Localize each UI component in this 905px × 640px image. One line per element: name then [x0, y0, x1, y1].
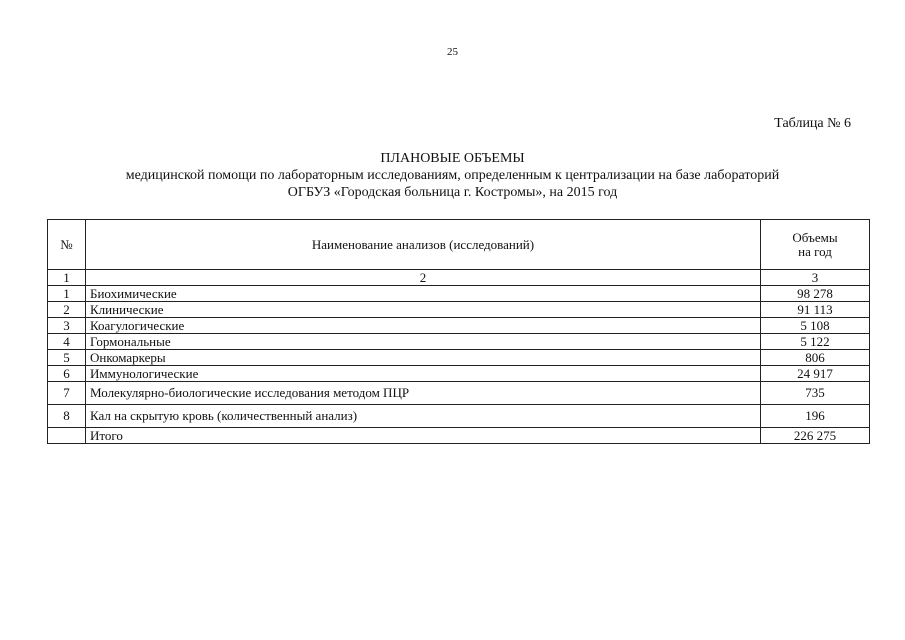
- table-row: [48, 366, 870, 382]
- header-volume-line2: на год: [798, 243, 832, 259]
- row-volume: 98 278: [761, 286, 870, 302]
- total-number: [48, 428, 86, 444]
- row-number: 7: [48, 382, 86, 405]
- row-analysis-name: Иммунологические: [86, 366, 761, 382]
- row-volume: 735: [761, 382, 870, 405]
- row-number: 8: [48, 405, 86, 428]
- row-analysis-name: Молекулярно-биологические исследования методом ПЦР: [86, 382, 761, 405]
- row-volume: 196: [761, 405, 870, 428]
- total-volume: 226 275: [761, 428, 870, 444]
- row-number: 2: [48, 302, 86, 318]
- table-row: [48, 382, 870, 405]
- row-number: 5: [48, 350, 86, 366]
- row-analysis-name: Онкомаркеры: [86, 350, 761, 366]
- row-analysis-name: Коагулогические: [86, 318, 761, 334]
- heading-institution: ОГБУЗ «Городская больница г. Костромы», на 2015 год: [287, 185, 618, 200]
- row-number: 3: [48, 318, 86, 334]
- column-index: 3: [761, 270, 870, 286]
- row-volume: 5 108: [761, 318, 870, 334]
- row-analysis-name: Биохимические: [86, 286, 761, 302]
- row-volume: 24 917: [761, 366, 870, 382]
- table-row: [48, 350, 870, 366]
- table-row: [48, 302, 870, 318]
- row-number: 4: [48, 334, 86, 350]
- table-header-row: [48, 220, 870, 270]
- total-label: Итого: [86, 428, 761, 444]
- total-row: [48, 428, 870, 444]
- row-analysis-name: Гормональные: [86, 334, 761, 350]
- table-row: [48, 334, 870, 350]
- row-number: 6: [48, 366, 86, 382]
- column-index: 1: [48, 270, 86, 286]
- table-row: [48, 318, 870, 334]
- table-caption: Таблица № 6: [774, 116, 851, 131]
- row-number: 1: [48, 286, 86, 302]
- row-volume: 5 122: [761, 334, 870, 350]
- column-index-row: [48, 270, 870, 286]
- heading-title: ПЛАНОВЫЕ ОБЪЕМЫ: [380, 151, 525, 166]
- table-row: [48, 405, 870, 428]
- header-number: №: [48, 220, 86, 270]
- row-analysis-name: Клинические: [86, 302, 761, 318]
- table-row: [48, 286, 870, 302]
- row-volume: 91 113: [761, 302, 870, 318]
- header-volume-line1: Объемы: [792, 229, 838, 245]
- header-annual-volume: [761, 220, 870, 270]
- row-volume: 806: [761, 350, 870, 366]
- header-analysis-name: Наименование анализов (исследований): [86, 220, 761, 270]
- document-heading: [0, 150, 905, 201]
- planned-volumes-table: [47, 219, 870, 444]
- heading-subtitle: медицинской помощи по лабораторным исследованиям, определенным к централизации на базе лабораторий: [125, 168, 780, 183]
- page-number: 25: [447, 46, 458, 58]
- row-analysis-name: Кал на скрытую кровь (количественный анализ): [86, 405, 761, 428]
- column-index: 2: [86, 270, 761, 286]
